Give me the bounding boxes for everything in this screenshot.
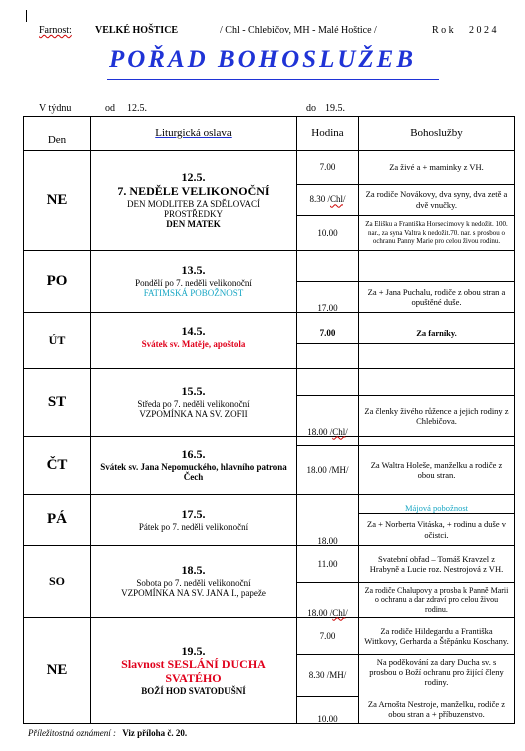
title-underline — [107, 79, 439, 80]
parish-label: Farnost: — [39, 25, 72, 36]
feast-title: Pátek po 7. neděli velikonoční — [138, 521, 249, 532]
service-intention: Svatební obřad – Tomáš Kravzel z Hrabyně a Lucie roz. Nestrojová z VH. — [369, 553, 504, 574]
feast-title: Slavnost SESLÁNÍ DUCHA SVATÉHO — [121, 657, 266, 686]
service-intention: Za Elišku a Františka Horsecimovy k nedožit. 100. nar., za syna Valtra k nedožit.70. nar. s prosbou o ochranu Panny Marie pro celou živou rodinu. — [365, 220, 508, 246]
services-cell — [359, 313, 515, 369]
date: 18.5. — [181, 563, 206, 578]
week-label: V týdnu — [39, 103, 72, 114]
time-value: 11.00 — [317, 558, 338, 569]
table-row — [24, 369, 515, 437]
date: 12.5. — [181, 170, 206, 185]
text-cursor — [26, 10, 27, 22]
week-to-label: do — [306, 103, 316, 114]
feast-title: Svátek sv. Jana Nepomuckého, hlavního patrona Čech — [100, 462, 287, 483]
liturgy-cell — [91, 151, 297, 251]
time-value: 17.00 — [317, 302, 338, 313]
liturgy-cell — [91, 313, 297, 369]
table-row — [24, 546, 515, 618]
footer-label: Příležitostná oznámení : — [28, 728, 116, 738]
time-value: 18.00 /Chl/ — [307, 426, 348, 437]
liturgy-cell — [91, 369, 297, 437]
parish-name: VELKÉ HOŠTICE — [95, 25, 179, 36]
time-value: 18.00 /MH/ — [306, 464, 349, 475]
time-value: 10.00 — [317, 227, 338, 238]
feast-title: Svátek sv. Matěje, apoštola — [141, 338, 246, 349]
service-intention: Májová pobožnost — [404, 502, 469, 513]
service-intention: Za členky živého růžence a jejich rodiny z Chlebičova. — [364, 405, 509, 426]
time-cell — [297, 618, 359, 724]
feast-title: Sobota po 7. neděli velikonoční — [136, 578, 251, 589]
liturgy-cell — [91, 437, 297, 495]
table-header-row — [24, 117, 515, 151]
time-value: 18.00 /Chl/ — [307, 607, 348, 618]
service-intention: Za + Norberta Vitáska, + rodinu a duše v očistci. — [367, 519, 506, 540]
service-intention: Za rodiče Chalupovy a prosba k Panně Marii o ochranu a dar zdraví pro celou živou rodinu. — [364, 585, 509, 614]
time-cell — [297, 495, 359, 546]
day-cell: NE — [24, 618, 91, 724]
col-header-time: Hodina — [297, 117, 359, 151]
feast-title: Pondělí po 7. neděli velikonoční — [135, 278, 252, 289]
date: 17.5. — [181, 506, 206, 521]
table-row — [24, 313, 515, 369]
branches-legend: / Chl - Chlebičov, MH - Malé Hoštice / — [220, 25, 377, 36]
service-intention: Za farníky. — [416, 327, 457, 338]
time-value: 7.00 — [319, 327, 336, 338]
service-intention: Za rodiče Novákovy, dva syny, dva zetě a dvě vnučky. — [365, 189, 508, 210]
feast-note: DEN MODLITEB ZA SDĚLOVACÍ PROSTŘEDKY — [126, 198, 261, 220]
date: 16.5. — [181, 447, 206, 462]
time-value: 7.00 — [319, 630, 336, 641]
feast-note: FATIMSKÁ POBOŽNOST — [143, 288, 244, 299]
col-header-day: Den — [24, 117, 91, 151]
time-value: 7.00 — [319, 162, 336, 173]
time-cell — [297, 251, 359, 313]
table-row — [24, 251, 515, 313]
liturgy-cell — [91, 495, 297, 546]
time-cell — [297, 546, 359, 618]
date: 19.5. — [181, 643, 206, 658]
time-cell — [297, 369, 359, 437]
service-intention: Na poděkování za dary Ducha sv. s prosbou o Boží ochranu pro žijící členy rodiny. — [369, 656, 504, 688]
page-title: POŘAD BOHOSLUŽEB — [108, 46, 417, 73]
day-cell: PÁ — [24, 495, 91, 546]
service-intention: Za rodiče Hildegardu a Františka Wittkovy, Gerharda a Štěpánku Koschany. — [364, 625, 509, 646]
footer — [28, 728, 187, 738]
service-intention: Za Waltra Holeše, manželku a rodiče z obou stran. — [370, 459, 503, 480]
time-cell — [297, 151, 359, 251]
services-cell — [359, 546, 515, 618]
week-to: 19.5. — [325, 103, 345, 114]
date: 13.5. — [181, 263, 206, 278]
time-value: 8.30 /Chl/ — [309, 194, 346, 205]
schedule-table — [23, 116, 515, 724]
feast-title: 7. NEDĚLE VELIKONOČNÍ — [117, 183, 270, 198]
date: 14.5. — [181, 324, 206, 338]
day-cell: NE — [24, 151, 91, 251]
services-cell — [359, 369, 515, 437]
liturgy-cell — [91, 618, 297, 724]
time-value: 8.30 /MH/ — [308, 669, 347, 680]
feast-title: Středa po 7. neděli velikonoční — [137, 399, 250, 410]
day-cell: ČT — [24, 437, 91, 495]
service-intention: Za + Jana Puchalu, rodiče z obou stran a opuštěné duše. — [367, 286, 506, 307]
year-label: R o k — [432, 25, 454, 36]
services-cell — [359, 251, 515, 313]
time-value: 18.00 — [317, 535, 338, 546]
day-cell: PO — [24, 251, 91, 313]
week-from-label: od — [105, 103, 115, 114]
footer-text: Viz příloha č. 20. — [122, 728, 188, 738]
date: 15.5. — [181, 384, 206, 399]
col-header-liturgy: Liturgická oslava — [91, 117, 297, 151]
feast-note: DEN MATEK — [166, 219, 221, 230]
table-row — [24, 495, 515, 546]
liturgy-cell — [91, 251, 297, 313]
day-cell: ST — [24, 369, 91, 437]
table-row — [24, 151, 515, 251]
service-intention: Za živé a + maminky z VH. — [389, 162, 484, 173]
feast-note: BOŽÍ HOD SVATODUŠNÍ — [141, 686, 246, 697]
services-cell — [359, 151, 515, 251]
services-cell — [359, 618, 515, 724]
service-intention: Za Arnošta Nestroje, manželku, rodiče z obou stran a + příbuzenstvo. — [367, 698, 506, 719]
liturgy-cell — [91, 546, 297, 618]
table-row — [24, 437, 515, 495]
feast-note: VZPOMÍNKA NA SV. ZOFII — [139, 409, 248, 420]
services-cell — [359, 437, 515, 495]
year: 2 0 2 4 — [469, 25, 497, 36]
week-from: 12.5. — [127, 103, 147, 114]
day-cell: SO — [24, 546, 91, 618]
col-header-services: Bohoslužby — [359, 117, 515, 151]
time-cell — [297, 313, 359, 369]
services-cell — [359, 495, 515, 546]
table-row — [24, 618, 515, 724]
time-value: 10.00 — [317, 713, 338, 724]
feast-note: VZPOMÍNKA NA SV. JANA I., papeže — [121, 588, 266, 599]
day-cell: ÚT — [24, 313, 91, 369]
time-cell — [297, 437, 359, 495]
